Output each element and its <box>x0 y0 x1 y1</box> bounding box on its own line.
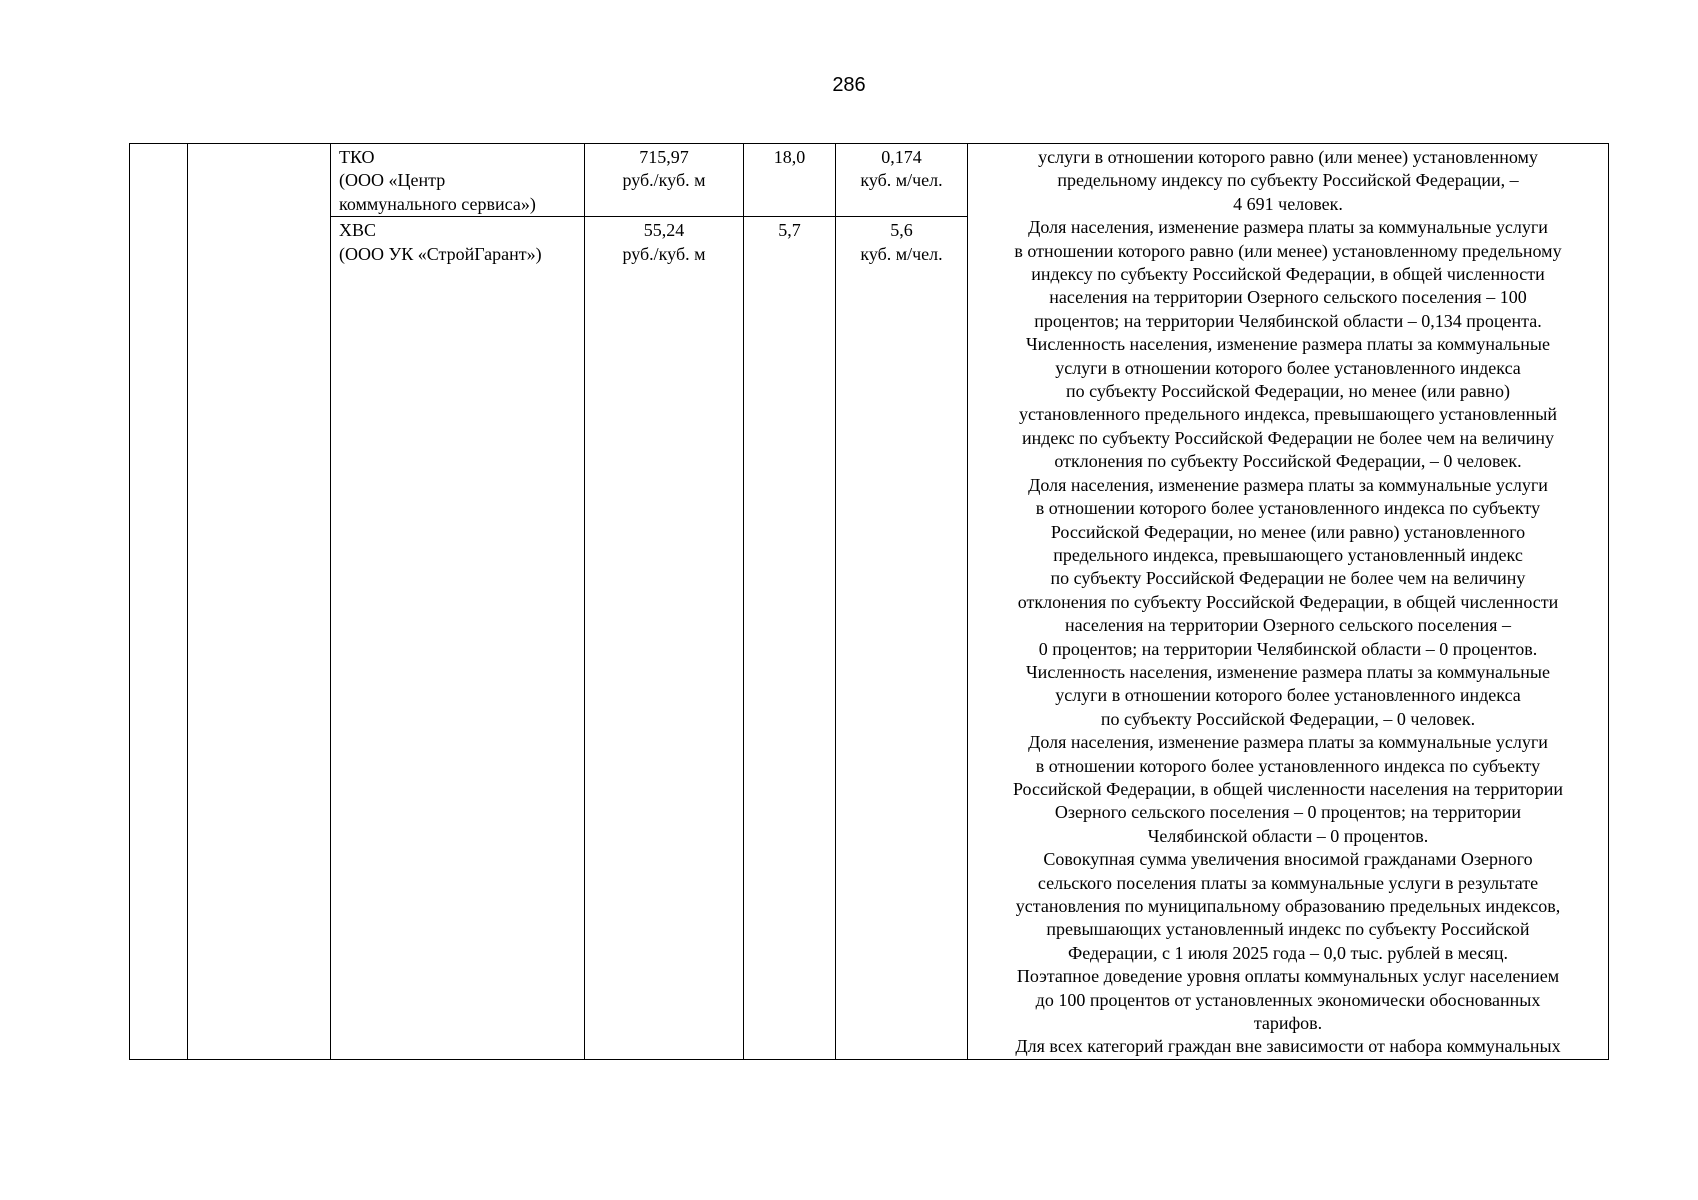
description-line: установления по муниципальному образованию предельных индексов, <box>1015 896 1561 916</box>
description-line: Доля населения, изменение размера платы за коммунальные услуги <box>1028 474 1548 495</box>
increase-value: 5,7 <box>778 220 801 241</box>
service-cell <box>331 217 585 1060</box>
description-line: отклонения по субъекту Российской Федерации, – 0 человек. <box>1054 451 1522 472</box>
tariff-unit: руб./куб. м <box>622 170 706 191</box>
description-line: установленного предельного индекса, превышающего установленный <box>1018 404 1558 425</box>
description-line: Численность населения, изменение размера платы за коммунальные <box>1025 334 1551 355</box>
description-line: населения на территории Озерного сельского поселения – 100 <box>1049 287 1527 308</box>
description-line: в отношении которого более установленного индекса по субъекту <box>1035 755 1541 776</box>
description-cell <box>968 144 1609 1060</box>
description-line: отклонения по субъекту Российской Федерации, в общей численности <box>1017 591 1559 612</box>
description-line: процентов; на территории Челябинской области – 0,134 процента. <box>1034 310 1542 331</box>
volume-cell <box>836 217 968 1060</box>
tariff-value: 715,97 <box>639 147 689 167</box>
service-cell <box>331 144 585 217</box>
volume-unit: куб. м/чел. <box>860 243 943 264</box>
description-line: индексу по субъекту Российской Федерации, в общей численности <box>1031 264 1545 285</box>
volume-cell <box>836 144 968 217</box>
description-line: Федерации, с 1 июля 2025 года – 0,0 тыс. рублей в месяц. <box>1068 942 1508 963</box>
municipality-cell <box>188 144 331 1060</box>
description-line: сельского поселения платы за коммунальные услуги в результате <box>1037 872 1539 893</box>
increase-value: 18,0 <box>773 147 806 167</box>
tariff-table <box>129 143 1609 1060</box>
volume-unit: куб. м/чел. <box>860 170 943 191</box>
description-line: услуги в отношении которого более установленного индекса <box>1055 685 1521 706</box>
service-provider: (ООО УК «СтройГарант») <box>339 243 542 264</box>
volume-value: 0,174 <box>881 147 922 167</box>
description-line: услуги в отношении которого более установленного индекса <box>1055 357 1521 378</box>
description-line: индекс по субъекту Российской Федерации не более чем на величину <box>1021 427 1555 448</box>
description-line: Поэтапное доведение уровня оплаты коммунальных услуг населением <box>1016 966 1560 987</box>
description-line: по субъекту Российской Федерации не более чем на величину <box>1050 568 1526 589</box>
page-number: 286 <box>832 74 866 96</box>
description-line: предельного индекса, превышающего установленный индекс <box>1053 544 1523 565</box>
description-line: Российской Федерации, но менее (или равно) установленного <box>1050 521 1526 542</box>
tariff-value: 55,24 <box>643 220 685 241</box>
increase-cell <box>744 144 836 217</box>
increase-cell <box>744 217 836 1060</box>
description-line: Для всех категорий граждан вне зависимости от набора коммунальных <box>1015 1036 1561 1057</box>
tariff-cell <box>585 217 744 1060</box>
description-line: по субъекту Российской Федерации, – 0 человек. <box>1100 708 1476 729</box>
description-line: тарифов. <box>1253 1013 1323 1034</box>
description-line: превышающих установленный индекс по субъекту Российской <box>1046 919 1530 940</box>
service-name: ТКО <box>339 147 375 167</box>
description-line: 0 процентов; на территории Челябинской области – 0 процентов. <box>1038 638 1538 659</box>
description-line: Российской Федерации, в общей численности населения на территории <box>1012 778 1564 799</box>
description-line: Доля населения, изменение размера платы за коммунальные услуги <box>1028 217 1548 238</box>
table-row <box>130 144 1609 217</box>
description-line: в отношении которого равно (или менее) установленному предельному <box>1014 240 1562 261</box>
description-line: Численность населения, изменение размера платы за коммунальные <box>1025 661 1551 682</box>
tariff-cell <box>585 144 744 217</box>
number-cell <box>130 144 188 1060</box>
description-line: по субъекту Российской Федерации, но менее (или равно) <box>1066 381 1510 402</box>
service-provider: (ООО «Центр <box>339 170 446 191</box>
tariff-unit: руб./куб. м <box>622 243 706 264</box>
description-line: в отношении которого более установленного индекса по субъекту <box>1035 498 1541 519</box>
service-name: ХВС <box>339 220 377 241</box>
description-line: 4 691 человек. <box>1233 193 1343 214</box>
service-provider: коммунального сервиса») <box>339 193 536 214</box>
description-line: Озерного сельского поселения – 0 процентов; на территории <box>1054 802 1522 823</box>
description-line: Челябинской области – 0 процентов. <box>1147 825 1429 846</box>
volume-value: 5,6 <box>890 220 913 241</box>
description-line: до 100 процентов от установленных экономически обоснованных <box>1035 989 1541 1010</box>
description-line: Доля населения, изменение размера платы за коммунальные услуги <box>1028 732 1548 753</box>
description-line: предельному индексу по субъекту Российской Федерации, – <box>1057 170 1519 191</box>
description-line: Совокупная сумма увеличения вносимой гражданами Озерного <box>1043 849 1533 870</box>
description-text <box>976 146 1600 1059</box>
description-line: услуги в отношении которого равно (или менее) установленному <box>1038 147 1538 167</box>
description-line: населения на территории Озерного сельского поселения – <box>1065 615 1511 636</box>
